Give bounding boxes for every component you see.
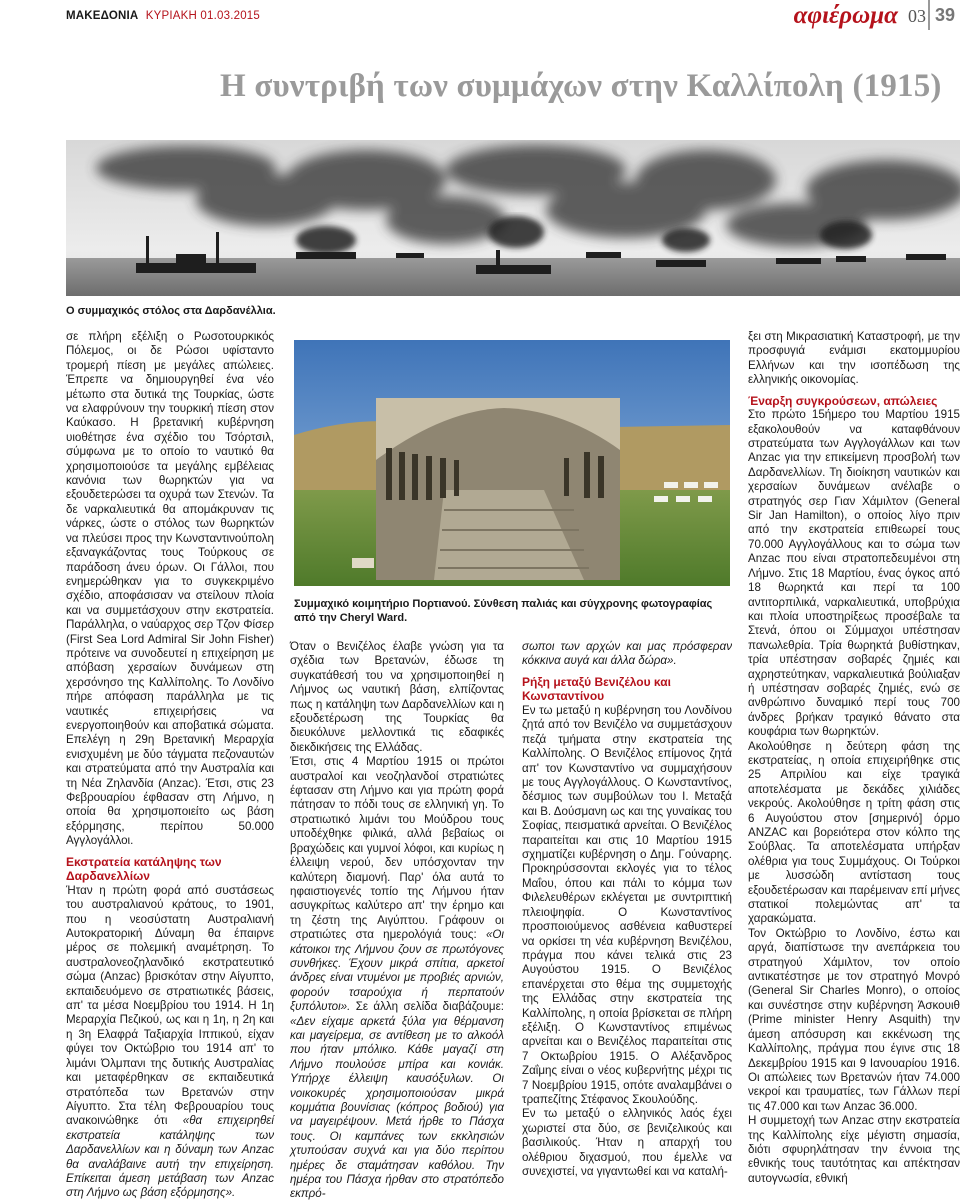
paragraph: σε πλήρη εξέλιξη ο Ρωσοτουρκικός Πόλεμος, οι δε Ρώσοι υφίσταντο τρομερή πίεση με μεγάλες απώλειες. Έπρεπε να δημιουργηθεί ένα νέο μέτωπο στα δυτικά της Τουρκίας, ώστε να ελαφρύνουν την τουρκική πίεση στον Καύκασο. Η βρετανική κυβέρνηση υιοθέτησε ένα σχέδιο του Τσόρτσιλ, σύμφωνα με το οποίο το ναυτικό θα χρησιμοποιούσε τα μεγάλης εμβέλειας κανόνια των θωρηκτών για να εξουδετερώσει τα οχυρά των Στενών. Τα δε ναρκαλιευτικά θα απομάκρυναν τις νάρκες, ώστε ο στόλος των θωρηκτών να πλεύσει προς την Κωνσταντινούπολη εξαναγκάζοντας τους Τούρκους σε παράδοση άνευ όρων. Οι Γάλλοι, που ενημερώθηκαν για το συγκεκριμένο σχέδιο, αποφάσισαν να στείλουν πλοία και να συμμετάσχουν στην εκστρατεία. Παράλληλα, ο ναύαρχος σερ Τζον Φίσερ (First Sea Lord Admiral Sir John Fisher) πρότεινε να συνοδευτεί η επιχείρηση με απόβαση χερσαίων δυνάμεων στη χερσόνησο της Καλλίπολης. Το Λονδίνο πήρε απόφαση παράλληλα με τις ναυτικές επιχειρήσεις να ενεργοποιηθούν και αποβατικά σώματα. Επελέγη η 29η Βρετανική Μεραρχία ενισχυμένη με δύο τάγματα πεζοναυτών και στρατεύματα από την Αυστραλία και τη Νέα Ζηλανδία (Anzac). Έτσι, στις 23 Φεβρουαρίου έφθασαν στη Λήμνο, η οποία θα χρησιμοποιείτο ως βάση εξόρμησης, περίπου 50.000 Αγγλογάλλοι. xyxy=(66,330,274,848)
paragraph: Τον Οκτώβριο το Λονδίνο, έστω και αργά, διαπίστωσε την ανεπάρκεια του στρατηγού Χάμιλτον, τον οποίο αντικατέστησε με τον στρατηγό Μονρό (General Sir Charles Monro), ο οποίος και συνέστησε στην κυβέρνηση Άσκουιθ (Prime minister Henry Asquith) την άμεση απόσυρση και εκκένωση της Καλλίπολης, πράγμα που έγινε στις 18 Δεκεμβρίου 1915 και 9 Ιανουαρίου 1916. Οι απώλειες των Βρετανών ήταν 74.000 νεκροί και τραυματίες, των Γάλλων περί τις 47.000 και των Anzac 36.000. xyxy=(748,926,960,1113)
paragraph: Η συμμετοχή των Anzac στην εκστρατεία της Καλλίπολης είχε μέγιστη σημασία, διότι σφυρηλάτησαν την έννοια της εθνικής τους ταυτότητας και απέκτησαν αυτογνωσία, εθνική xyxy=(748,1114,960,1185)
subheading: Έναρξη συγκρούσεων, απώλειες xyxy=(748,393,938,408)
article-headline: Η συντριβή των συμμάχων στην Καλλίπολη (1915) xyxy=(220,68,942,105)
fleet-photo-caption: Ο συμμαχικός στόλος στα Δαρδανέλλια. xyxy=(66,305,276,317)
cemetery-photo xyxy=(294,340,730,586)
article-column-3 xyxy=(522,640,732,1179)
paragraph: Εν τω μεταξύ η κυβέρνηση του Λονδίνου ζητά από τον Βενιζέλο να συμμετάσχουν πεζά τμήματα στην εκστρατεία της Καλλίπολης. Ο Βενιζέλος επίμονος ζητά απ' τον Κωνσταντίνο να συμμαχήσουν με τους Αγγλογάλλους. Ο Κωνσταντίνος, δέσμιος των συμβούλων του Ι. Μεταξά και Β. Δούσμανη ως και της γυναίκας του Σοφίας, πεισματικά αρνείται. Ο Βενιζέλος παραιτείται και στις 10 Μαρτίου 1915 σχηματίζει κυβέρνηση ο Δημ. Γούναρης. Προκηρύσσονται εκλογές για το τέλος Μαΐου, όπου και πάλι το κόμμα των Φιλελευθέρων εκλέγεται με συντριπτική πλειοψηφία. Ο Κωνσταντίνος προσποιούμενος ασθένεια καθυστερεί να ορκίσει τη νέα κυβέρνηση Βενιζέλου, πράγμα που κάνει τελικά στις 23 Αυγούστου 1915. Ο Βενιζέλος επανέρχεται στο θέμα της συμμετοχής της Ελλάδας στην εκστρατεία της Καλλίπολης, η οποία βρίσκεται σε πλήρη εξέλιξη. Ο Κωνσταντίνος επιμένως αρνείται και ο Βενιζέλος παραιτείται στις 7 Οκτωβρίου 1915. Ο Αλέξανδρος Ζαΐμης είναι ο νέος κυβερνήτης μέχρι τις 7 Νοεμβρίου 1915, οπότε αναλαμβάνει ο τραπεζίτης Στέφανος Σκουλούδης. xyxy=(522,704,732,1106)
quote: σωποι των αρχών και μας πρόσφεραν κόκκινα αυγά και άλλα δώρα». xyxy=(522,640,732,668)
page-number: 39 xyxy=(928,0,960,30)
section-number: 03 xyxy=(908,6,926,26)
fleet-photo xyxy=(66,140,960,296)
paragraph: ξει στη Μικρασιατική Καταστροφή, με την προσφυγιά ενάμισι εκατομμυρίου Ελλήνων και την ισοπέδωση της ελληνικής οικονομίας. xyxy=(748,330,960,387)
quote: «θα επιχειρηθεί εκστρατεία κατάληψης των Δαρδανελλίων και η δύναμη των Anzac θα αναλάβαινε αυτή την επιχείρηση. Επίκειται άμεση μετάβαση των Anzac στη Λήμνο ως βάση εξόρμησης». xyxy=(66,1114,274,1200)
paragraph-text: Ήταν η πρώτη φορά από συστάσεως του αυστραλιανού κράτους, το 1901, που η νεοσύστατη Αυστραλιανή Αυτοκρατορική Δύναμη θα έπαιρνε μέρος σε πολεμική αναμέτρηση. Το αυστραλονεοζηλανδικό εκστρατευτικό σώμα (Anzac) βρισκόταν στην Αίγυπτο, εκπαιδευόμενο σε στρατιωτικές βάσεις, απ' τα μέσα Νοεμβρίου του 1914. Η 1η Μεραρχία Πεζικού, ως και η 1η, η 2η και η 3η Ελαφρά Ταξιαρχία Ιππικού, είχαν φύγει τον Οκτώβριο του 1914 απ' το λιμάνι Όλμπανι της δυτικής Αυστραλίας και μεταφέρθηκαν σε εκπαιδευτικά στρατόπεδα των Βρετανών στην Αίγυπτο. Στα τέλη Φεβρουαρίου τους ανακοινώθηκε ότι xyxy=(66,883,274,1128)
paragraph: Όταν ο Βενιζέλος έλαβε γνώση για τα σχέδια των Βρετανών, έδωσε τη συγκατάθεσή του να χρησιμοποιηθεί η Λήμνος ως ναυτική βάση, ελπίζοντας πως η κατάληψη των Δαρδανελλίων και η εξουδετέρωση της Τουρκίας θα διευκόλυνε μελλοντικά τις εδαφικές διεκδικήσεις της Ελλάδας. xyxy=(290,640,504,754)
newspaper-name: ΜΑΚΕΔΟΝΙΑ xyxy=(66,10,139,22)
article-column-2 xyxy=(290,640,504,1202)
section-label: αφιέρωμα xyxy=(793,2,898,29)
quote: «Δεν είχαμε αρκετά ξύλα για θέρμανση και μαγείρεμα, σε αντίθεση με το αλκοόλ που ήταν μπόλικο. Κάθε μαγαζί στη Λήμνο πουλούσε μπίρα και κονιάκ. Υπήρχε έλλειψη καυσόξυλων. Οι νοικοκυρές χρησιμοποιούσαν μικρά κομμάτια βουνίσιας (κόπρος βοδιού) για να μαγειρέψουν. Μετά ήρθε το Πάσχα τους. Οι καμπάνες των εκκλησιών χτυπούσαν συχνά και για δύο περίπου ημέρες δε σταμάτησαν καθόλου. Την ημέρα του Πάσχα ήρθαν στο στρατόπεδο εκπρό- xyxy=(290,1014,504,1201)
subheading: Ρήξη μεταξύ Βενιζέλου και Κωνσταντίνου xyxy=(522,674,671,704)
issue-date: ΚΥΡΙΑΚΗ 01.03.2015 xyxy=(145,10,260,22)
page-header xyxy=(0,0,960,36)
paragraph: Στο πρώτο 15ήμερο του Μαρτίου 1915 εξακολουθούν να καταφθάνουν στρατεύματα των Αγγλογάλλων και των Anzac για την επικείμενη προσβολή των Δαρδανελλίων. Τη διοίκηση ναυτικών και χερσαίων δυνάμεων ανέλαβε ο στρατηγός σερ Γιαν Χάμιλτον (General Sir Jan Hamilton), ο οποίος λίγο πριν από την εκστρατεία επιθεωρεί τους 70.000 Αγγλογάλλους και το σώμα των Anzac που είναι στρατοπεδευμένοι στη Λήμνο. Στις 18 Μαρτίου, ένας όγκος από 18 θωρηκτά και περί τα 100 αντιτορπιλικά, ναρκαλιευτικά, υποβρύχια και πλοία υποστηρίξεως προσέβαλε τα Στενά, όπου οι Σύμμαχοι υπέστησαν πανωλεθρία. Τρία θωρηκτά βυθίστηκαν, τρία υπέστησαν σοβαρές ζημιές και αχρηστεύτηκαν, ναρκαλιευτικά βούλιαξαν ή υπέστησαν σοβαρές ζημιές, ενώ σε ανθρώπινο δυναμικό περί τους 700 άνδρες βρήκαν τραγικό θάνατο στα κουφάρια των θωρηκτών. xyxy=(748,408,960,739)
cemetery-photo-caption: Συμμαχικό κοιμητήριο Πορτιανού. Σύνθεση παλιάς και σύγχρονης φωτογραφίας από την Cheryl Ward. xyxy=(294,598,713,624)
paragraph-text: Σε άλλη σελίδα διαβάζουμε: xyxy=(355,1000,504,1014)
masthead xyxy=(66,10,260,22)
article-column-4 xyxy=(748,330,960,1186)
paragraph: Ακολούθησε η δεύτερη φάση της εκστρατείας, η οποία επιχειρήθηκε στις 25 Απριλίου και είχε τραγικά αποτελέσματα με δεκάδες χιλιάδες νεκρούς. Ακολούθησε η τρίτη φάση στις 6 Αυγούστου στον [σημερινό] όρμο ΑΝΖΑC και βορειότερα στον κόλπο της Σούβλας. Τα αποτελέσματα υπήρξαν ολέθρια για τους Συμμάχους. Οι Τούρκοι με λυσσώδη αντίσταση τους εξουδετέρωσαν και παρέμειναν επί μήνες στατικοί πολεμώντας απ' τα χαρακώματα. xyxy=(748,739,960,926)
subheading: Εκστρατεία κατάληψης των Δαρδανελλίων xyxy=(66,854,222,884)
paragraph xyxy=(66,884,274,1201)
article-column-1 xyxy=(66,330,274,1201)
paragraph xyxy=(290,755,504,1202)
quote: «Οι κάτοικοι της Λήμνου ζουν σε πρωτόγονες συνθήκες. Έχουν μικρά σπίτια, αρκετοί άνδρες είναι ντυμένοι με προβιές αρνιών, φορούν τσαρούχια ή περπατούν ξυπόλυτοι». xyxy=(290,928,504,1014)
paragraph: Εν τω μεταξύ ο ελληνικός λαός έχει χωριστεί στα δύο, σε βενιζελικούς και βασιλικούς. Ήταν η απαρχή του ολέθριου διχασμού, που έμελλε να συνεχιστεί, να γιγαντωθεί και να καταλή- xyxy=(522,1107,732,1178)
paragraph-text: Έτσι, στις 4 Μαρτίου 1915 οι πρώτοι αυστραλοί και νεοζηλανδοί στρατιώτες έφτασαν στη Λήμνο και για πρώτη φορά πάτησαν το πόδι τους σε ελληνική γη. Το στρατιωτικό λιμάνι του Μούδρου τους υποδέχθηκε φιλικά, αλλά βεβαίως οι βραχώδεις και γυμνοί λόφοι, και κυρίως η έλλειψη νερού, δεν υπόσχονταν την καλύτερη διαμονή. Παρ' όλα αυτά το ηφαιστιογενές τοπίο της Λήμνου ήταν ασυγκρίτως καλύτερο απ' την έρημο και τη ζέστη της Αιγύπτου. Γράφουν οι στρατιώτες στα ημερολόγιά τους: xyxy=(290,755,504,942)
